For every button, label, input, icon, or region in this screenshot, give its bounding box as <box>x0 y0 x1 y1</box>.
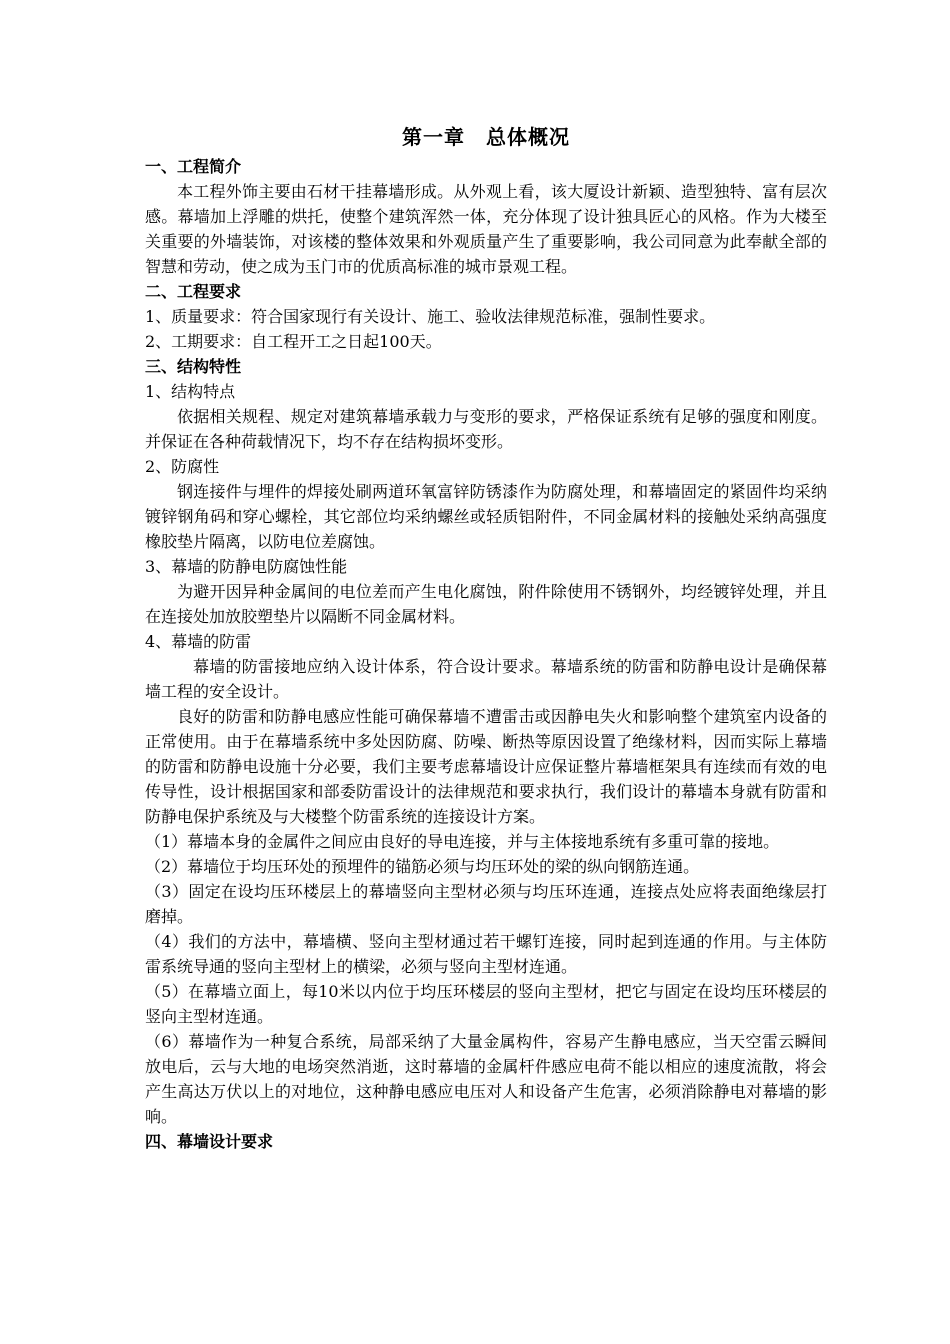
lightning-point-2: （2）幕墙位于均压环处的预埋件的锚筋必须与均压环处的梁的纵向钢筋连通。 <box>145 857 700 876</box>
lightning-paragraph-1: 幕墙的防雷接地应纳入设计体系，符合设计要求。幕墙系统的防雷和防静电设计是确保幕墙工程的安全设计。 <box>145 657 827 701</box>
section-heading-structure: 三、结构特性 <box>145 357 242 376</box>
subheading-structure-features: 1、结构特点 <box>145 382 236 401</box>
section-heading-overview: 一、工程简介 <box>145 157 242 176</box>
structure-features-paragraph: 依据相关规程、规定对建筑幕墙承载力与变形的要求，严格保证系统有足够的强度和刚度。并保证在各种荷载情况下，均不存在结构损坏变形。 <box>145 407 827 451</box>
corrosion-paragraph: 钢连接件与埋件的焊接处刷两道环氧富锌防锈漆作为防腐处理，和幕墙固定的紧固件均采纳镀锌钢角码和穿心螺栓，其它部位均采纳螺丝或轻质铝附件，不同金属材料的接触处采纳高强度橡胶垫片隔离，以防电位差腐蚀。 <box>145 482 827 551</box>
overview-paragraph: 本工程外饰主要由石材干挂幕墙形成。从外观上看，该大厦设计新颖、造型独特、富有层次感。幕墙加上浮雕的烘托，使整个建筑浑然一体，充分体现了设计独具匠心的风格。作为大楼至关重要的外墙装饰，对该楼的整体效果和外观质量产生了重要影响，我公司同意为此奉献全部的智慧和劳动，使之成为玉门市的优质高标准的城市景观工程。 <box>145 182 827 276</box>
requirement-item-schedule: 2、工期要求：自工程开工之日起100天。 <box>145 332 442 351</box>
section-heading-requirements: 二、工程要求 <box>145 282 242 301</box>
lightning-point-4: （4）我们的方法中，幕墙横、竖向主型材通过若干螺钉连接，同时起到连通的作用。与主体防雷系统导通的竖向主型材上的横梁，必须与竖向主型材连通。 <box>145 932 827 976</box>
antistatic-paragraph: 为避开因异种金属间的电位差而产生电化腐蚀，附件除使用不锈钢外，均经镀锌处理，并且在连接处加放胶塑垫片以隔断不同金属材料。 <box>145 582 827 626</box>
subheading-lightning: 4、幕墙的防雷 <box>145 632 252 651</box>
lightning-paragraph-2: 良好的防雷和防静电感应性能可确保幕墙不遭雷击或因静电失火和影响整个建筑室内设备的正常使用。由于在幕墙系统中多处因防腐、防噪、断热等原因设置了绝缘材料，因而实际上幕墙的防雷和防静电设施十分必要，我们主要考虑幕墙设计应保证整片幕墙框架具有连续而有效的电传导性，设计根据国家和部委防雷设计的法律规范和要求执行，我们设计的幕墙本身就有防雷和防静电保护系统及与大楼整个防雷系统的连接设计方案。 <box>145 707 827 826</box>
chapter-title: 第一章 总体概况 <box>402 125 570 149</box>
lightning-point-5: （5）在幕墙立面上，每10米以内位于均压环楼层的竖向主型材，把它与固定在设均压环楼层的竖向主型材连通。 <box>145 982 827 1026</box>
lightning-point-6: （6）幕墙作为一种复合系统，局部采纳了大量金属构件，容易产生静电感应，当天空雷云瞬间放电后，云与大地的电场突然消逝，这时幕墙的金属杆件感应电荷不能以相应的速度流散，将会产生高达万伏以上的对地位，这种静电感应电压对人和设备产生危害，必须消除静电对幕墙的影响。 <box>145 1032 827 1126</box>
lightning-point-1: （1）幕墙本身的金属件之间应由良好的导电连接，并与主体接地系统有多重可靠的接地。 <box>145 832 780 851</box>
document-page <box>145 120 827 1154</box>
subheading-corrosion: 2、防腐性 <box>145 457 220 476</box>
subheading-antistatic: 3、幕墙的防静电防腐蚀性能 <box>145 557 348 576</box>
lightning-point-3: （3）固定在设均压环楼层上的幕墙竖向主型材必须与均压环连通，连接点处应将表面绝缘层打磨掉。 <box>145 882 827 926</box>
requirement-item-quality: 1、质量要求：符合国家现行有关设计、施工、验收法律规范标准，强制性要求。 <box>145 307 716 326</box>
section-heading-design-requirements: 四、幕墙设计要求 <box>145 1132 274 1151</box>
